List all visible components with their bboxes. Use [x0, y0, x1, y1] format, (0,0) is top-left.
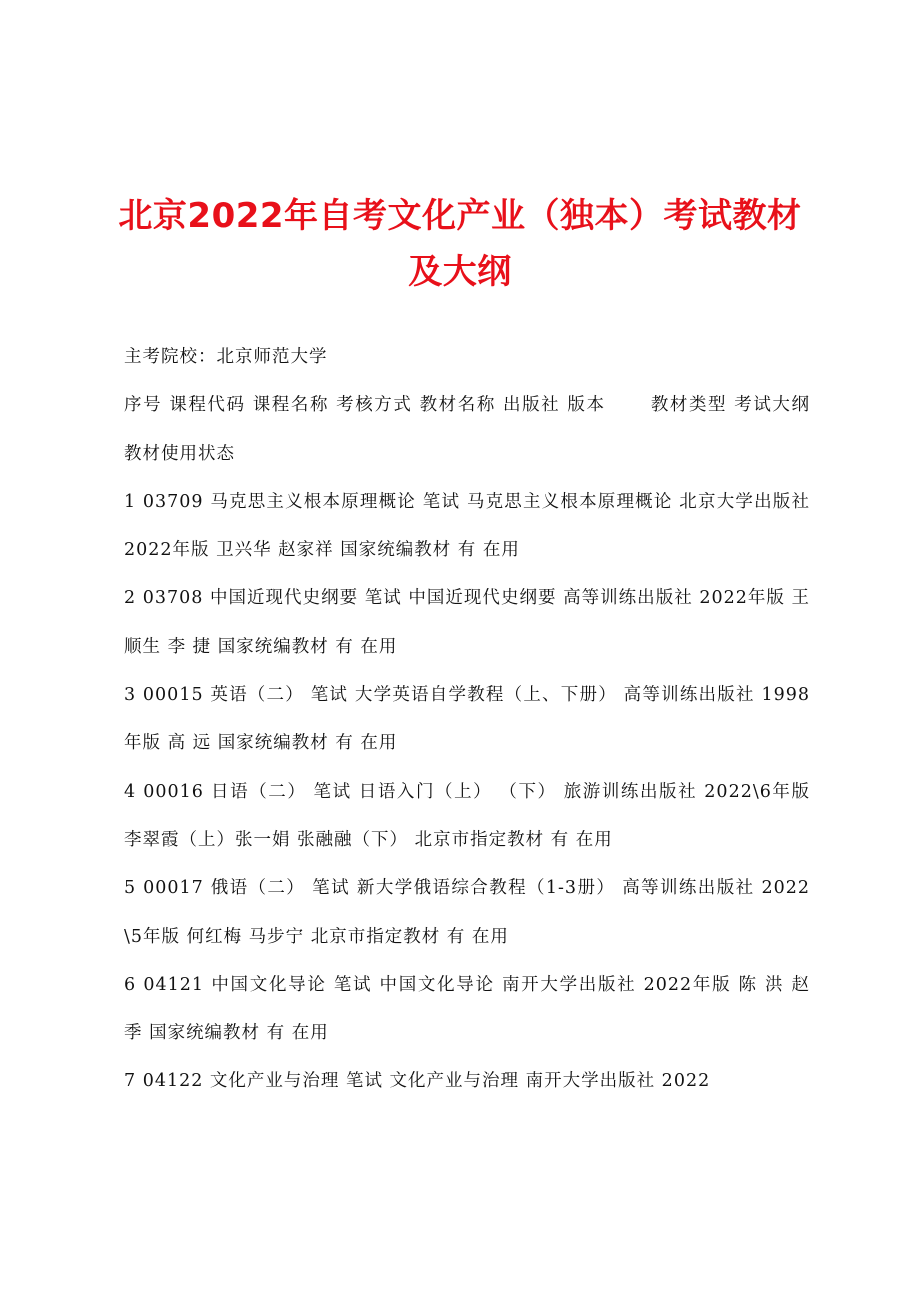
- course-row: 2 03708 中国近现代史纲要 笔试 中国近现代史纲要 高等训练出版社 2022年版 王顺生 李 捷 国家统编教材 有 在用: [124, 588, 810, 657]
- course-row: 5 00017 俄语（二） 笔试 新大学俄语综合教程（1-3册） 高等训练出版社 2022\5年版 何红梅 马步宁 北京市指定教材 有 在用: [124, 878, 810, 947]
- course-row: 6 04121 中国文化导论 笔试 中国文化导论 南开大学出版社 2022年版 陈 洪 赵 季 国家统编教材 有 在用: [124, 974, 810, 1044]
- table-header-row: 序号 课程代码 课程名称 考核方式 教材名称 出版社 版本 教材类型 考试大纲 教材使用状态: [124, 395, 810, 464]
- course-row: 4 00016 日语（二） 笔试 日语入门（上） （下） 旅游训练出版社 2022\6年版 李翠霞（上）张一娟 张融融（下） 北京市指定教材 有 在用: [124, 781, 810, 850]
- exam-school: 主考院校：北京师范大学: [124, 347, 328, 367]
- course-row: 3 00015 英语（二） 笔试 大学英语自学教程（上、下册） 高等训练出版社 1998年版 高 远 国家统编教材 有 在用: [124, 685, 810, 754]
- document-title: 北京2022年自考文化产业（独本）考试教材及大纲: [118, 196, 802, 292]
- course-row: 1 03709 马克思主义根本原理概论 笔试 马克思主义根本原理概论 北京大学出版社 2022年版 卫兴华 赵家祥 国家统编教材 有 在用: [124, 491, 810, 561]
- course-row: 7 04122 文化产业与治理 笔试 文化产业与治理 南开大学出版社 2022: [124, 1071, 711, 1092]
- document-body: [124, 333, 810, 1106]
